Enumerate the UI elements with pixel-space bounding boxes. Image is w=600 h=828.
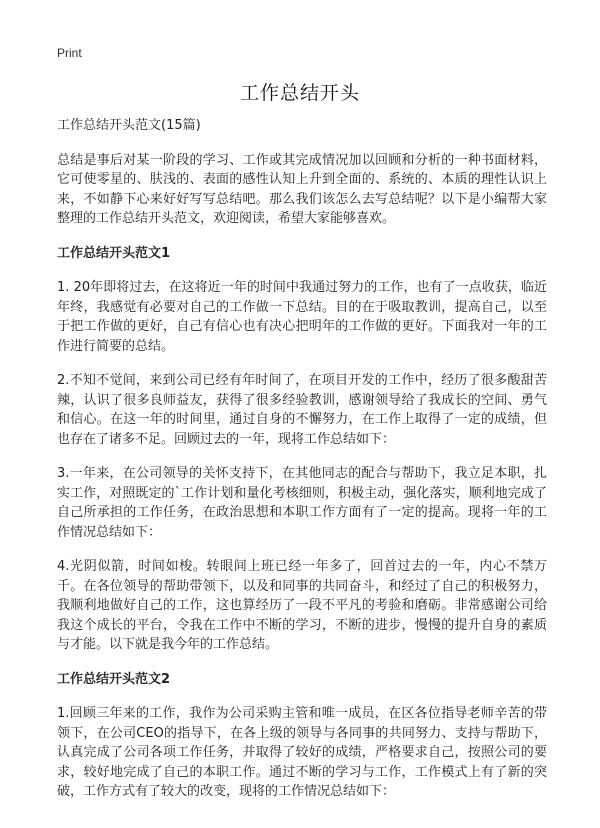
section-1	[57, 244, 547, 655]
section-2	[57, 670, 547, 802]
document-body	[57, 116, 547, 817]
section-heading: 工作总结开头范文2	[57, 671, 171, 687]
print-link[interactable]: Print	[57, 46, 82, 60]
section-paragraph: 1.回顾三年来的工作，我作为公司采购主管和唯一成员，在区各位指导老师辛苦的带领下，在公司CEO的指导下，在各上级的领导与各同事的共同努力、支持与帮助下，认真完成了公司各项工作任务，并取得了较好的成绩，严格要求自己，按照公司的要求，较好地完成了自己的本职工作。通过不断的学习与工作，工作模式上有了新的突破，工作方式有了较大的改变，现将的工作情况总结如下：	[57, 706, 547, 799]
section-paragraph: 1. 20年即将过去，在这将近一年的时间中我通过努力的工作，也有了一点收获，临近年终，我感觉有必要对自己的工作做一下总结。目的在于吸取教训，提高自己，以至于把工作做的更好，自己有信心也有决心把明年的工作做的更好。下面我对一年的工作进行简要的总结。	[57, 280, 547, 354]
section-paragraph: 2.不知不觉间，来到公司已经有年时间了，在项目开发的工作中，经历了很多酸甜苦辣，认识了很多良师益友，获得了很多经验教训，感谢领导给了我成长的空间、勇气和信心。在这一年的时间里，通过自身的不懈努力，在工作上取得了一定的成绩，但也存在了诸多不足。回顾过去的一年，现将工作总结如下：	[57, 373, 547, 447]
intro-paragraph: 总结是事后对某一阶段的学习、工作或其完成情况加以回顾和分析的一种书面材料，它可使零星的、肤浅的、表面的感性认知上升到全面的、系统的、本质的理性认识上来，不如静下心来好好写写总结吧。那么我们该怎么去写总结呢？以下是小编帮大家整理的工作总结开头范文，欢迎阅读，希望大家能够喜欢。	[57, 152, 547, 226]
document-subtitle: 工作总结开头范文(15篇)	[57, 118, 201, 133]
section-paragraph: 4.光阴似箭，时间如梭。转眼间上班已经一年多了，回首过去的一年，内心不禁万千。在各位领导的帮助带领下，以及和同事的共同奋斗，和经过了自己的积极努力，我顺利地做好自己的工作，这也算经历了一段不平凡的考验和磨砺。非常感谢公司给我这个成长的平台，令我在工作中不断的学习，不断的进步，慢慢的提升自身的素质与才能。以下就是我今年的工作总结。	[57, 559, 547, 652]
page-title: 工作总结开头	[239, 82, 360, 104]
section-paragraph: 3.一年来，在公司领导的关怀支持下，在其他同志的配合与帮助下，我立足本职，扎实工作，对照既定的`工作计划和量化考核细则，积极主动，强化落实，顺利地完成了自己所承担的工作任务，在政治思想和本职工作方面有了一定的提高。现将一年的工作情况总结如下：	[57, 466, 547, 540]
section-heading: 工作总结开头范文1	[57, 245, 171, 261]
